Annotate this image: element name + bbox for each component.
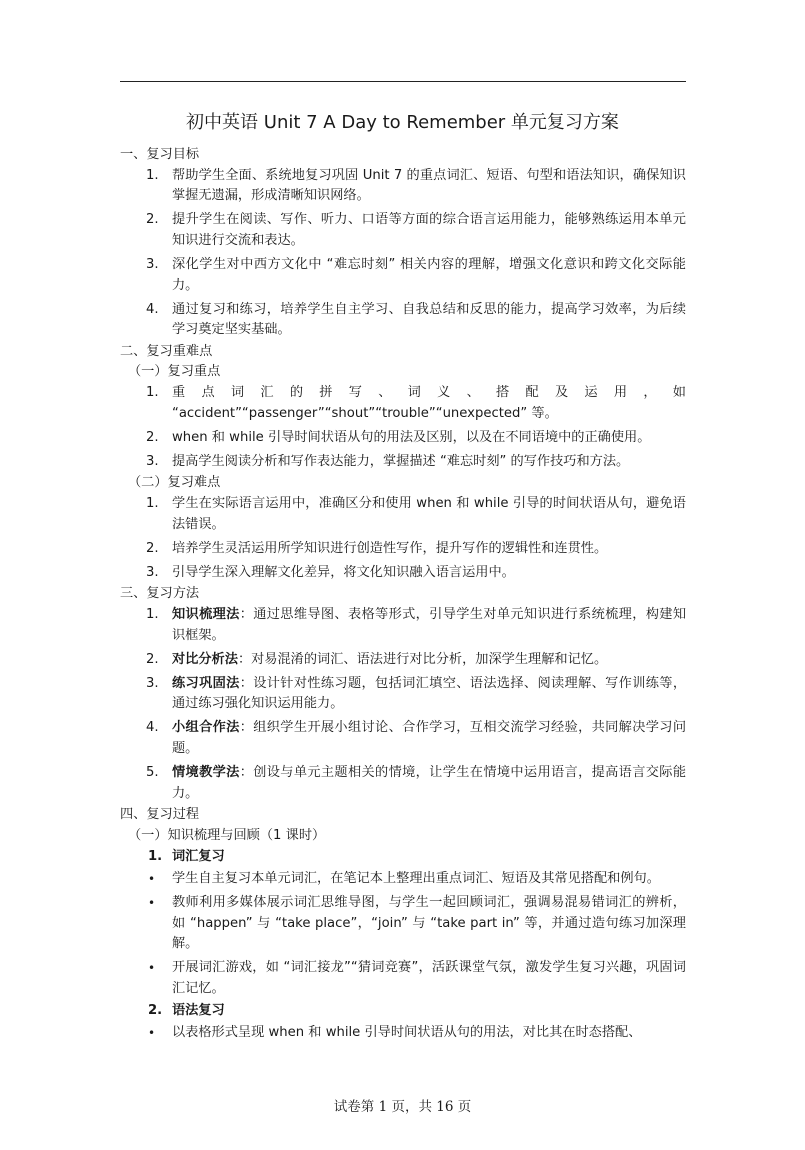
bullet-item <box>120 893 686 955</box>
vocab-review-heading <box>120 847 686 868</box>
list-item <box>120 255 686 296</box>
goals-list <box>120 166 686 341</box>
list-item-text: 通过复习和练习，培养学生自主学习、自我总结和反思的能力，提高学习效率，为后续学习奠定坚实基础。 <box>172 301 686 338</box>
list-number: 2. <box>146 212 159 228</box>
bullet-item <box>120 869 686 890</box>
bullet-text: 以表格形式呈现 when 和 while 引导时间状语从句的用法，对比其在时态搭配、 <box>172 1025 642 1041</box>
list-item-text <box>172 650 686 671</box>
list-item-text <box>172 674 686 715</box>
list-number: 1. <box>146 606 159 622</box>
document-title: 初中英语 Unit 7 A Day to Remember 单元复习方案 <box>186 112 619 133</box>
methods-list <box>120 605 686 804</box>
document-body <box>120 145 686 1045</box>
subsection-heading-review: （一）知识梳理与回顾（1 课时） <box>128 827 326 843</box>
list-item <box>120 166 686 207</box>
list-number: 1. <box>148 848 163 864</box>
list-item-text: 提升学生在阅读、写作、听力、口语等方面的综合语言运用能力，能够熟练运用本单元知识进行交流和表达。 <box>172 212 686 248</box>
list-number: 3. <box>146 675 159 691</box>
list-item <box>120 563 686 584</box>
method-description: ：创设与单元主题相关的情境，让学生在情境中运用语言，提高语言交际能力。 <box>172 765 687 801</box>
section-heading-methods: 三、复习方法 <box>120 586 200 602</box>
page-footer: 试卷第 1 页，共 16 页 <box>333 1099 472 1115</box>
bullet-text: 学生自主复习本单元词汇，在笔记本上整理出重点词汇、短语及其常见搭配和例句。 <box>172 871 660 887</box>
list-item <box>120 763 686 804</box>
list-number: 3. <box>146 256 159 272</box>
list-item-text <box>172 763 686 804</box>
grammar-review-heading <box>120 1001 686 1022</box>
list-number: 1. <box>146 385 159 401</box>
method-description: ：设计针对性练习题，包括词汇填空、语法选择、阅读理解、写作训练等，通过练习强化知识运用能力。 <box>172 675 687 712</box>
list-item-text: 帮助学生全面、系统地复习巩固 Unit 7 的重点词汇、短语、句型和语法知识，确保知识掌握无遗漏，形成清晰知识网络。 <box>172 167 686 204</box>
list-number: 5. <box>146 765 159 781</box>
list-item-text <box>172 718 686 759</box>
bullet-item <box>120 1023 686 1044</box>
method-description: ：组织学生开展小组讨论、合作学习，互相交流学习经验，共同解决学习问题。 <box>172 720 687 757</box>
subsection-heading-focus: （一）复习重点 <box>128 364 221 380</box>
list-item-text: 提高学生阅读分析和写作表达能力，掌握描述 “难忘时刻” 的写作技巧和方法。 <box>172 453 630 469</box>
list-item-text: when 和 while 引导时间状语从句的用法及区别，以及在不同语境中的正确使用。 <box>172 429 651 445</box>
vocab-review-list <box>120 869 686 1000</box>
list-number: 2. <box>146 540 159 556</box>
list-item <box>120 452 686 473</box>
header-rule <box>120 81 686 82</box>
list-number: 4. <box>146 720 159 736</box>
list-item-text: 学生在实际语言运用中，准确区分和使用 when 和 while 引导的时间状语从句，避免语法错误。 <box>172 496 686 532</box>
list-number: 1. <box>146 167 159 183</box>
method-name: 对比分析法 <box>172 651 238 667</box>
list-item <box>120 300 686 341</box>
list-item <box>120 674 686 715</box>
grammar-review-list <box>120 1023 686 1044</box>
bullet-dot: • <box>148 961 156 976</box>
method-name: 知识梳理法 <box>172 606 240 622</box>
list-number: 2. <box>146 651 159 667</box>
bullet-dot: • <box>148 896 156 911</box>
bullet-dot: • <box>148 1026 156 1041</box>
vocab-review-label: 词汇复习 <box>172 848 225 864</box>
bullet-item <box>120 958 686 999</box>
grammar-review-label: 语法复习 <box>172 1002 225 1018</box>
list-item <box>120 650 686 671</box>
bullet-text: 教师利用多媒体展示词汇思维导图，与学生一起回顾词汇，强调易混易错词汇的辨析，如 “happen” 与 “take place”，“join” 与 “take part in” 等，并通过造句练习加深理解。 <box>172 895 686 952</box>
subsection-heading-difficulties: （二）复习难点 <box>128 475 221 491</box>
list-number: 2. <box>146 429 159 445</box>
focus-list <box>120 383 686 472</box>
list-number: 2. <box>148 1002 163 1018</box>
list-item <box>120 539 686 560</box>
section-heading-process: 四、复习过程 <box>120 807 200 823</box>
difficulties-list <box>120 494 686 583</box>
bullet-dot: • <box>148 872 156 887</box>
method-name: 练习巩固法 <box>172 675 240 691</box>
list-item-text: 深化学生对中西方文化中 “难忘时刻” 相关内容的理解，增强文化意识和跨文化交际能力。 <box>172 256 686 293</box>
list-item <box>120 428 686 449</box>
list-item <box>120 718 686 759</box>
method-name: 情境教学法 <box>172 765 240 781</box>
list-item <box>120 494 686 535</box>
list-number: 4. <box>146 301 159 317</box>
list-item <box>120 383 686 424</box>
list-item-text <box>172 605 686 646</box>
list-number: 3. <box>146 564 159 580</box>
method-description: ：对易混淆的词汇、语法进行对比分析，加深学生理解和记忆。 <box>237 651 608 667</box>
list-item-text: 重点词汇的拼写、词义、搭配及运用，如 “accident”“passenger”“shout”“trouble”“unexpected” 等。 <box>172 385 686 421</box>
list-item <box>120 605 686 646</box>
method-name: 小组合作法 <box>172 720 240 736</box>
list-number: 1. <box>146 496 159 511</box>
bullet-text: 开展词汇游戏，如 “词汇接龙”“猜词竞赛”，活跃课堂气氛，激发学生复习兴趣，巩固词汇记忆。 <box>172 960 686 997</box>
section-heading-key-points: 二、复习重难点 <box>120 343 213 359</box>
list-item <box>120 210 686 251</box>
section-heading-goals: 一、复习目标 <box>120 147 200 162</box>
list-number: 3. <box>146 453 159 469</box>
list-item-text: 培养学生灵活运用所学知识进行创造性写作，提升写作的逻辑性和连贯性。 <box>172 540 608 556</box>
list-item-text: 引导学生深入理解文化差异，将文化知识融入语言运用中。 <box>172 564 515 580</box>
method-description: ：通过思维导图、表格等形式，引导学生对单元知识进行系统梳理，构建知识框架。 <box>172 606 687 643</box>
